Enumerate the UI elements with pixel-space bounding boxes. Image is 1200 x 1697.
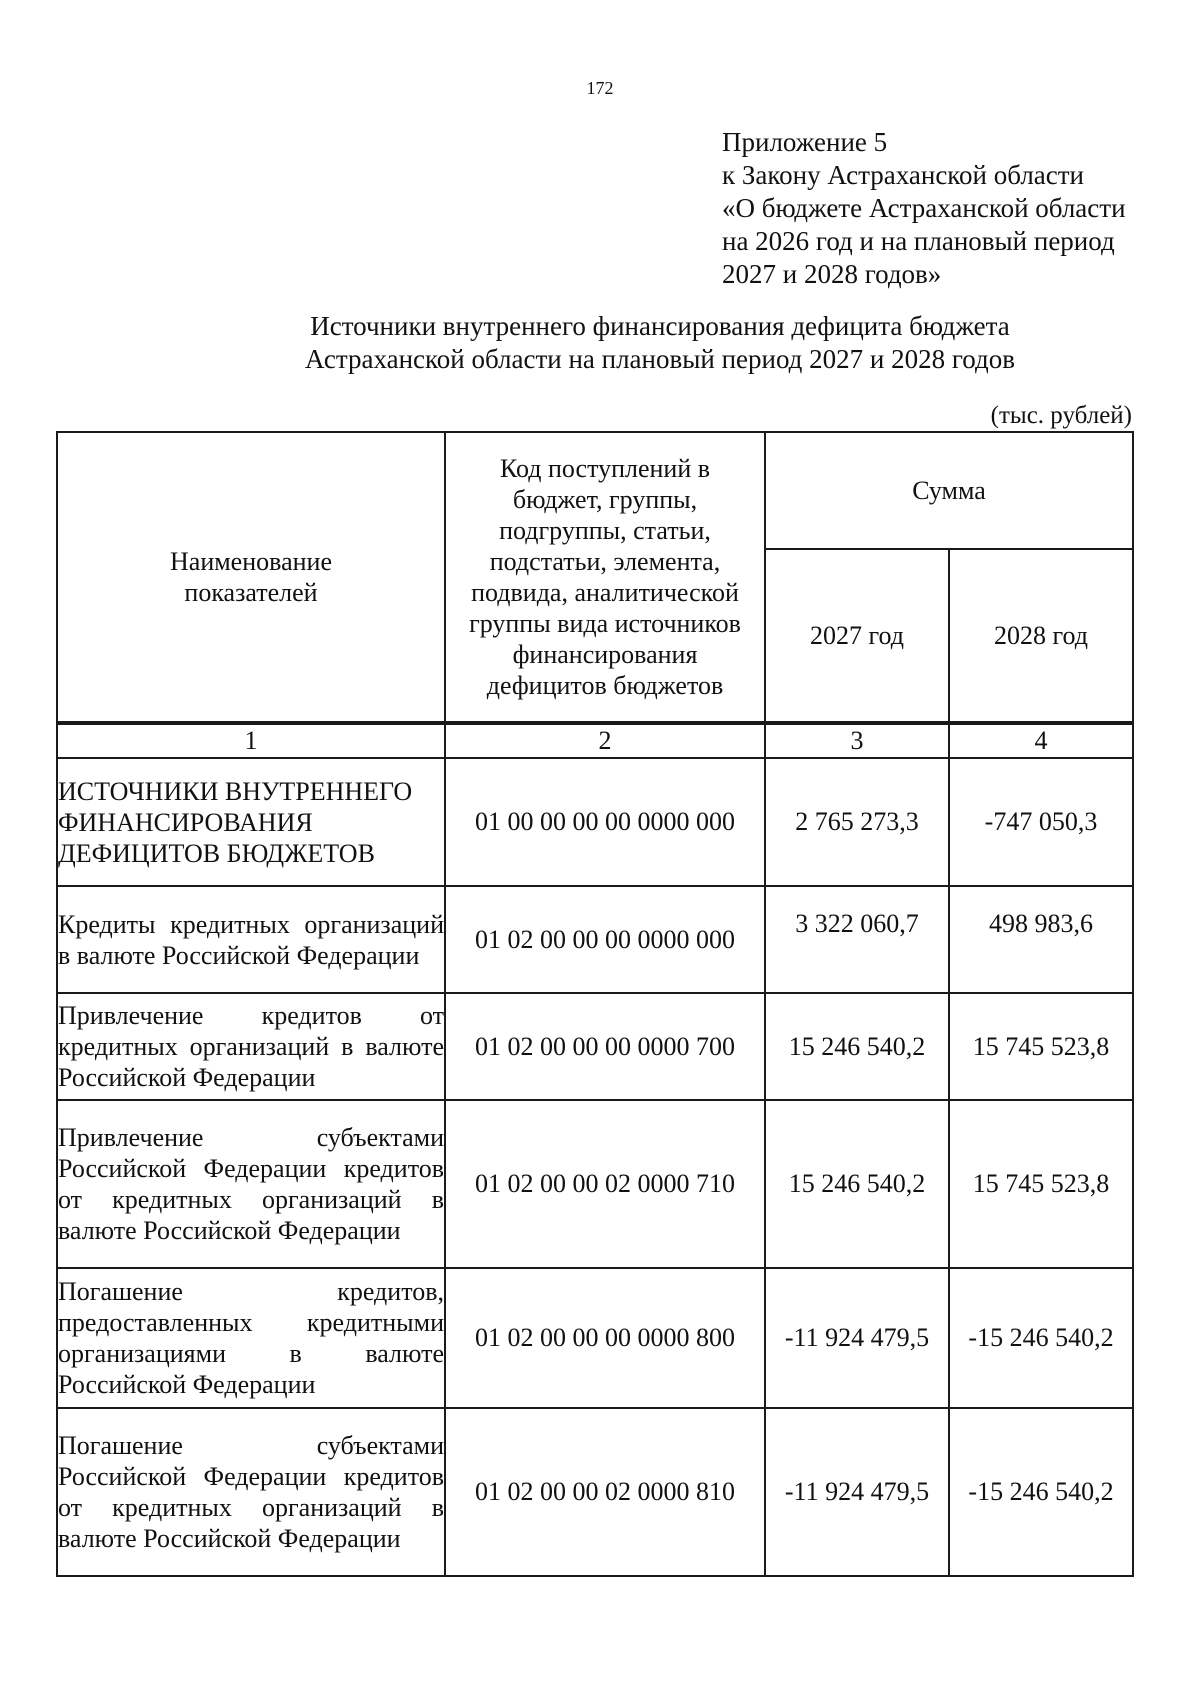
row-value-2027: 15 246 540,2	[765, 1100, 949, 1268]
units-label: (тыс. рублей)	[990, 402, 1132, 429]
header-year-2028: 2028 год	[949, 549, 1133, 723]
table-row	[57, 758, 1133, 886]
row-code: 01 00 00 00 00 0000 000	[445, 758, 765, 886]
row-name: Погашение субъектами Российской Федерации кредитов от кредитных организаций в валюте Российской Федерации	[57, 1408, 445, 1576]
row-code: 01 02 00 00 00 0000 700	[445, 993, 765, 1100]
appendix-block	[722, 126, 1126, 291]
row-value-2028: -15 246 540,2	[949, 1408, 1133, 1576]
row-code: 01 02 00 00 00 0000 000	[445, 886, 765, 993]
document-title	[0, 310, 1200, 376]
row-code: 01 02 00 00 02 0000 710	[445, 1100, 765, 1268]
row-code: 01 02 00 00 00 0000 800	[445, 1268, 765, 1408]
row-value-2027: -11 924 479,5	[765, 1408, 949, 1576]
appendix-line: на 2026 год и на плановый период	[722, 226, 1115, 256]
column-number: 3	[765, 723, 949, 758]
header-code: Код поступлений в бюджет, группы, подгруппы, статьи, подстатьи, элемента, подвида, аналитической группы вида источников финансирования дефицитов бюджетов	[445, 432, 765, 723]
row-name: Привлечение кредитов от кредитных организаций в валюте Российской Федерации	[57, 993, 445, 1100]
table-row	[57, 1100, 1133, 1268]
header-year-2027: 2027 год	[765, 549, 949, 723]
appendix-line: к Закону Астраханской области	[722, 160, 1085, 190]
appendix-line: «О бюджете Астраханской области	[722, 193, 1126, 223]
table-row	[57, 886, 1133, 993]
financing-sources-table	[56, 431, 1134, 1577]
row-value-2028: 15 745 523,8	[949, 1100, 1133, 1268]
row-value-2027: 2 765 273,3	[765, 758, 949, 886]
row-value-2028: -747 050,3	[949, 758, 1133, 886]
row-name: Кредиты кредитных организаций в валюте Российской Федерации	[57, 886, 445, 993]
row-value-2027: 3 322 060,7	[765, 886, 949, 993]
table-row	[57, 993, 1133, 1100]
column-number: 2	[445, 723, 765, 758]
row-value-2028: 498 983,6	[949, 886, 1133, 993]
header-sum: Сумма	[765, 432, 1133, 549]
row-name: Погашение кредитов, предоставленных кредитными организациями в валюте Российской Федерации	[57, 1268, 445, 1408]
row-value-2027: 15 246 540,2	[765, 993, 949, 1100]
page-number: 172	[586, 78, 614, 98]
column-number: 1	[57, 723, 445, 758]
appendix-line: 2027 и 2028 годов»	[722, 259, 942, 289]
row-code: 01 02 00 00 02 0000 810	[445, 1408, 765, 1576]
row-value-2027: -11 924 479,5	[765, 1268, 949, 1408]
title-line: Астраханской области на плановый период 2027 и 2028 годов	[305, 344, 1015, 374]
row-name: Привлечение субъектами Российской Федерации кредитов от кредитных организаций в валюте Российской Федерации	[57, 1100, 445, 1268]
row-name: ИСТОЧНИКИ ВНУТРЕННЕГО ФИНАНСИРОВАНИЯ ДЕФИЦИТОВ БЮДЖЕТОВ	[57, 758, 445, 886]
column-number-row	[57, 723, 1133, 758]
row-value-2028: 15 745 523,8	[949, 993, 1133, 1100]
title-line: Источники внутреннего финансирования дефицита бюджета	[310, 311, 1010, 341]
table-row	[57, 1408, 1133, 1576]
header-name: Наименование показателей	[57, 432, 445, 723]
column-number: 4	[949, 723, 1133, 758]
appendix-line: Приложение 5	[722, 127, 888, 157]
table-row	[57, 1268, 1133, 1408]
row-value-2028: -15 246 540,2	[949, 1268, 1133, 1408]
